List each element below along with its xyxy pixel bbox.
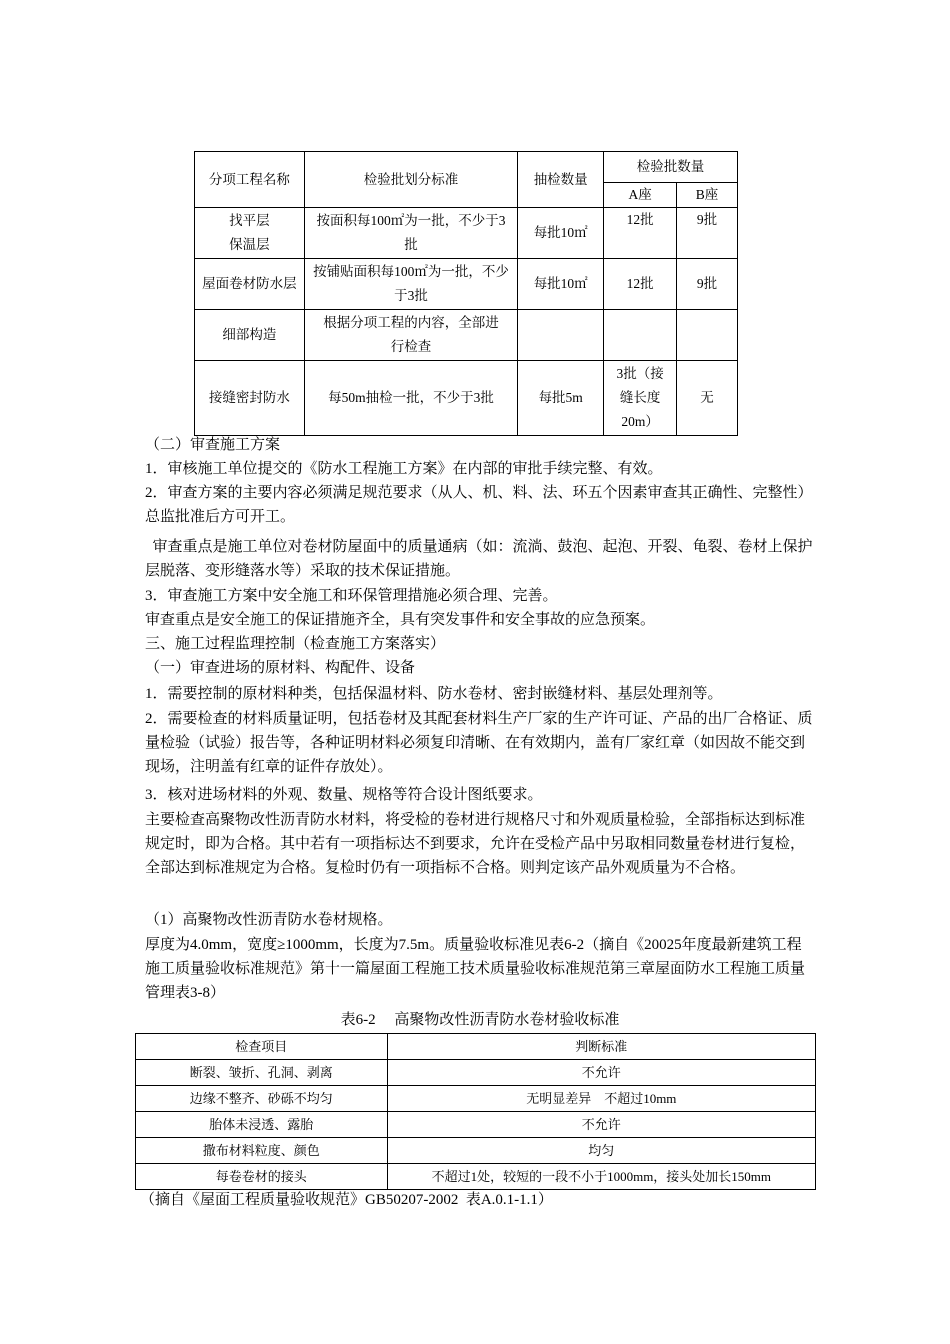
cell-standard: 按面积每100㎡为一批，不少于3批 bbox=[304, 208, 518, 259]
cell-name: 屋面卷材防水层 bbox=[195, 259, 305, 310]
cell-criterion: 均匀 bbox=[387, 1138, 815, 1164]
paragraph: （一）审查进场的原材料、构配件、设备 bbox=[145, 660, 416, 676]
cell-item: 胎体未浸透、露胎 bbox=[136, 1112, 388, 1138]
paragraph: 2．需要检查的材料质量证明，包括卷材及其配套材料生产厂家的生产许可证、产品的出厂合格证、质量检验（试验）报告等，各种证明材料必须复印清晰、在有效期内，盖有厂家红章（如因故不能交到现场，注明盖有红章的证件存放处）。 bbox=[145, 711, 813, 775]
table-header-row bbox=[136, 1034, 816, 1060]
paragraph: 1．需要控制的原材料种类，包括保温材料、防水卷材、密封嵌缝材料、基层处理剂等。 bbox=[145, 686, 723, 702]
cell-a bbox=[604, 310, 677, 361]
header-b: B座 bbox=[677, 183, 738, 208]
cell-item: 边缘不整齐、砂砾不均匀 bbox=[136, 1086, 388, 1112]
cell-item: 撒布材料粒度、颜色 bbox=[136, 1138, 388, 1164]
table-row bbox=[195, 310, 738, 361]
header-count: 检验批数量 bbox=[604, 152, 738, 183]
header-a: A座 bbox=[604, 183, 677, 208]
paragraph: （1）高聚物改性沥青防水卷材规格。 bbox=[145, 912, 393, 928]
section-heading: 三、施工过程监理控制（检查施工方案落实） bbox=[145, 636, 446, 652]
inspection-batch-table bbox=[194, 151, 738, 436]
table-row bbox=[195, 361, 738, 436]
source-footnote: （摘自《屋面工程质量验收规范》GB50207-2002 表A.0.1-1.1） bbox=[140, 1192, 553, 1208]
acceptance-standard-table bbox=[135, 1033, 816, 1190]
cell-b bbox=[677, 310, 738, 361]
cell-b: 无 bbox=[677, 361, 738, 436]
table-row bbox=[136, 1060, 816, 1086]
cell-name: 接缝密封防水 bbox=[195, 361, 305, 436]
cell-standard: 按铺贴面积每100㎡为一批，不少于3批 bbox=[304, 259, 518, 310]
table-row bbox=[136, 1164, 816, 1190]
table-row bbox=[136, 1138, 816, 1164]
header-criterion: 判断标准 bbox=[387, 1034, 815, 1060]
cell-sample bbox=[518, 310, 604, 361]
cell-criterion: 不允许 bbox=[387, 1060, 815, 1086]
cell-standard: 每50m抽检一批，不少于3批 bbox=[304, 361, 518, 436]
table-row bbox=[195, 208, 738, 259]
paragraph: 主要检查高聚物改性沥青防水材料，将受检的卷材进行规格尺寸和外观质量检验，全部指标达到标准规定时，即为合格。其中若有一项指标达不到要求，允许在受检产品中另取相同数量卷材进行复检，全部达到标准规定为合格。复检时仍有一项指标不合格。则判定该产品外观质量为不合格。 bbox=[145, 812, 806, 876]
header-sample: 抽检数量 bbox=[518, 152, 604, 208]
paragraph: 2．审查方案的主要内容必须满足规范要求（从人、机、料、法、环五个因素审查其正确性、完整性）总监批准后方可开工。 bbox=[145, 485, 813, 525]
cell-name: 找平层 保温层 bbox=[195, 208, 305, 259]
header-standard: 检验批划分标准 bbox=[304, 152, 518, 208]
cell-criterion: 无明显差异 不超过10mm bbox=[387, 1086, 815, 1112]
paragraph: （二）审查施工方案 bbox=[145, 437, 281, 453]
cell-a: 3批（接缝长度20m） bbox=[604, 361, 677, 436]
cell-item: 断裂、皱折、孔洞、剥离 bbox=[136, 1060, 388, 1086]
header-name: 分项工程名称 bbox=[195, 152, 305, 208]
table-caption: 表6-2 高聚物改性沥青防水卷材验收标准 bbox=[340, 1012, 620, 1028]
header-item: 检查项目 bbox=[136, 1034, 388, 1060]
cell-sample: 每批5m bbox=[518, 361, 604, 436]
cell-standard: 根据分项工程的内容，全部进行检查 bbox=[304, 310, 518, 361]
cell-sample: 每批10㎡ bbox=[518, 259, 604, 310]
paragraph: 审查重点是安全施工的保证措施齐全，具有突发事件和安全事故的应急预案。 bbox=[145, 612, 656, 628]
cell-sample: 每批10㎡ bbox=[518, 208, 604, 259]
cell-a: 12批 bbox=[604, 208, 677, 259]
paragraph: 1．审核施工单位提交的《防水工程施工方案》在内部的审批手续完整、有效。 bbox=[145, 461, 663, 477]
cell-a: 12批 bbox=[604, 259, 677, 310]
table-row bbox=[136, 1112, 816, 1138]
table-row bbox=[195, 259, 738, 310]
cell-criterion: 不超过1处，较短的一段不小于1000mm，接头处加长150mm bbox=[387, 1164, 815, 1190]
paragraph: 审查重点是施工单位对卷材防屋面中的质量通病（如：流淌、鼓泡、起泡、开裂、龟裂、卷材上保护层脱落、变形缝落水等）采取的技术保证措施。 bbox=[145, 539, 813, 579]
paragraph: 3．核对进场材料的外观、数量、规格等符合设计图纸要求。 bbox=[145, 787, 543, 803]
paragraph: 3．审查施工方案中安全施工和环保管理措施必须合理、完善。 bbox=[145, 588, 558, 604]
table-row bbox=[136, 1086, 816, 1112]
cell-b: 9批 bbox=[677, 259, 738, 310]
cell-item: 每卷卷材的接头 bbox=[136, 1164, 388, 1190]
cell-b: 9批 bbox=[677, 208, 738, 259]
paragraph: 厚度为4.0mm，宽度≥1000mm，长度为7.5m。质量验收标准见表6-2（摘自《20025年度最新建筑工程施工质量验收标准规范》第十一篇屋面工程施工技术质量验收标准规范第三章屋面防水工程施工质量管理表3-8） bbox=[145, 937, 806, 1001]
cell-name: 细部构造 bbox=[195, 310, 305, 361]
cell-criterion: 不允许 bbox=[387, 1112, 815, 1138]
